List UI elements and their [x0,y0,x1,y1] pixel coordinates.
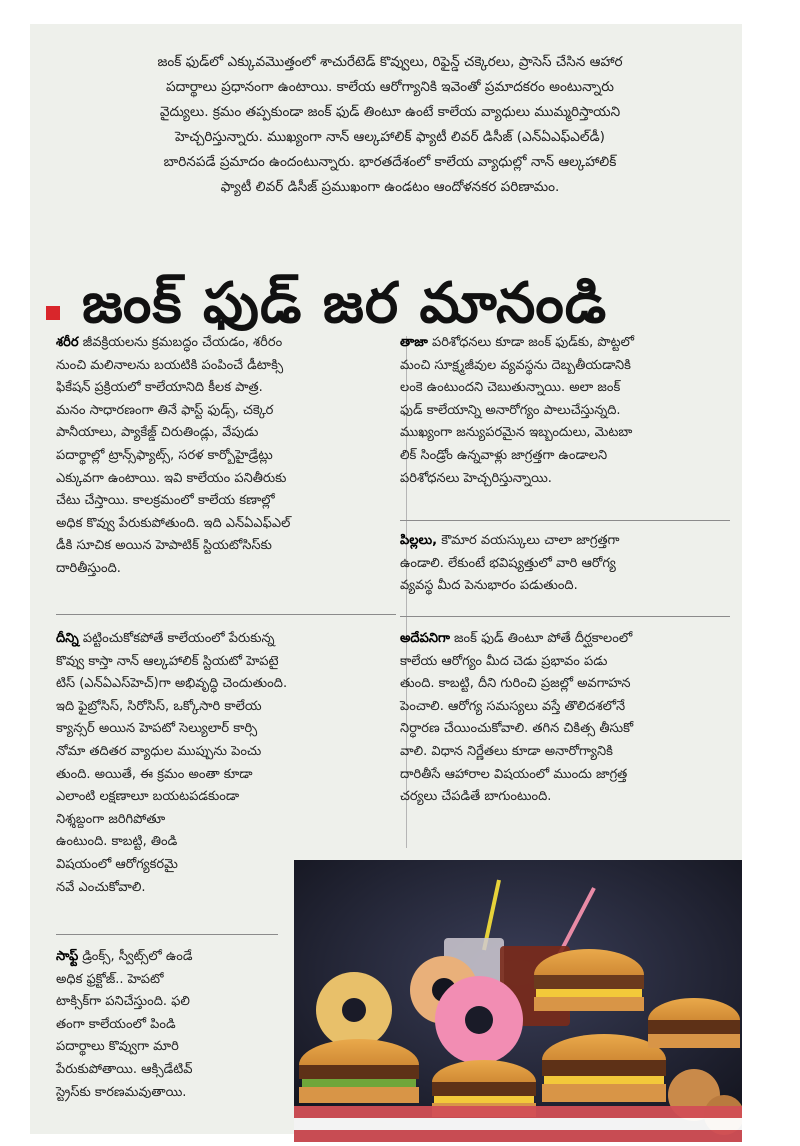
text-line: నిర్ధారణ చేయించుకోవాలి. తగిన చికిత్స తీసుకో [400,721,634,737]
text-line: నవే ఎంచుకోవాలి. [56,879,146,895]
text-line: ఎలాంటి లక్షణాలూ బయటపడకుండా [56,789,240,805]
text-line: ముఖ్యంగా జన్యుపరమైన ఇబ్బందులు, మెటబా [400,425,633,441]
text-line: క్యాన్సర్ అయిన హెపటో సెల్యులార్ కార్సి [56,721,258,737]
text-line: కొవ్వు కాస్తా నాన్ ఆల్కహాలిక్ స్టియటో హెపటై [56,653,279,669]
left-section-2 [56,628,396,899]
text-line: ఉండాలి. లేకుంటే భవిష్యత్తులో వారి ఆరోగ్య [400,555,616,571]
text-line: తుంది. అయితే, ఈ క్రమం అంతా కూడా [56,766,253,782]
text-line: పదార్థాలు కొవ్వుగా మారి [56,1039,179,1055]
intro-line: వైద్యులు. క్రమం తప్పకుండా జంక్ ఫుడ్ తింటూ ఉంటే కాలేయ వ్యాధులు ముమ్మరిస్తాయని [159,104,621,120]
section-divider [400,520,730,521]
section-lead-word: సాఫ్ట్ [56,949,79,964]
text-line: దారితీస్తుంది. [56,560,121,576]
text-line: మనం సాధారణంగా తినే ఫాస్ట్ ఫుడ్స్, చక్కెర [56,402,274,418]
text-line: పానీయాలు, ప్యాకేజ్డ్ చిరుతిండ్లు, వేపుడు [56,425,259,441]
section-divider [56,614,396,615]
text-line: మంచి సూక్ష్మజీవుల వ్యవస్థను దెబ్బతీయడానికి [400,357,631,373]
text-line: చేటు చేస్తాయి. కాలక్రమంలో కాలేయ కణాల్లో [56,493,275,509]
left-section-3 [56,946,292,1104]
text-line: ఎక్కువగా ఉంటాయి. ఇవి కాలేయం పనితీరుకు [56,470,287,486]
text-line: దారితీసే ఆహారాల విషయంలో ముందు జాగ్రత్త [400,766,628,782]
text-line: అధిక ఫ్రక్టోజ్.. హెపటో [56,971,164,987]
text-line: చర్యలు చేపడితే బాగుంటుంది. [400,789,552,805]
text-line: నుంచి మలినాలను బయటికి పంపించే డీటాక్సి [56,357,284,373]
intro-paragraph [70,50,710,200]
text-line: పదార్థాల్లో ట్రాన్స్‌ఫ్యాట్స్, సరళ కార్బోహైడ్రేట్లు [56,447,273,463]
text-line: అధిక కొవ్వు పేరుకుపోతుంది. ఇది ఎన్ఏఎఫ్ఎల్ [56,515,291,531]
text-line: పరిశోధనలు హెచ్చరిస్తున్నాయి. [400,470,552,486]
text-line: కాలేయ ఆరోగ్యం మీద చెడు ప్రభావం పడు [400,653,608,669]
headline: జంక్ ఫుడ్ జర మానండి [82,271,608,336]
intro-line: జంక్ ఫుడ్‌లో ఎక్కువమొత్తంలో శాచురేటెడ్ కొవ్వులు, రిఫైన్డ్ చక్కెరలు, ప్రాసెస్ చేసిన ఆహార [157,54,623,70]
text-line: డీకి సూచిక అయిన హెపాటిక్ స్టియటోసిస్‌కు [56,538,272,554]
headline-bullet-marker [46,306,60,320]
section-lead-word: దీన్ని [56,631,79,646]
section-lead-word: శరీర [56,335,79,350]
junk-food-illustration [294,860,742,1142]
text-line: లంకె ఉంటుందని చెబుతున్నాయి. అలా జంక్ [400,380,621,396]
section-lead-word: పిల్లలు, [400,533,438,548]
text-line: స్ట్రెస్‌కు కారణమవుతాయి. [56,1084,187,1100]
intro-line: పదార్థాలు ప్రధానంగా ఉంటాయి. కాలేయ ఆరోగ్యానికి ఇవెంతో ప్రమాదకరం అంటున్నారు [166,79,614,95]
text-line: కౌమార వయస్కులు చాలా జాగ్రత్తగా [437,533,620,548]
right-section-2 [400,530,730,598]
right-section-1 [400,332,730,490]
text-line: వ్యవస్థ మీద పెనుభారం పడుతుంది. [400,578,578,594]
text-line: విషయంలో ఆరోగ్యకరమై [56,856,178,872]
left-section-1 [56,332,396,581]
text-line: జంక్ ఫుడ్ తింటూ పోతే దీర్ఘకాలంలో [449,631,633,646]
text-line: ఫికేషన్ ప్రక్రియలో కాలేయానిది కీలక పాత్ర. [56,380,263,396]
text-line: పట్టించుకోకపోతే కాలేయంలో పేరుకున్న [78,631,275,646]
junk-food-photo [294,860,742,1142]
section-lead-word: తాజా [400,335,428,350]
text-line: ఇది ఫైబ్రోసిస్, సిరోసిస్, ఒక్కోసారి కాలేయ [56,698,262,714]
text-line: టాక్సిక్‌గా పనిచేస్తుంది. ఫలి [56,994,190,1010]
text-line: డ్రింక్స్, స్వీట్స్‌లో ఉండే [78,949,193,964]
text-line: వాలి. విధాన నిర్ణేతలు కూడా అనారోగ్యానికి [400,743,613,759]
text-line: తంగా కాలేయంలో పిండి [56,1016,176,1032]
text-line: నోమా తదితర వ్యాధుల ముప్పును పెంచు [56,743,262,759]
text-line: జీవక్రియలను క్రమబద్ధం చేయడం, శరీరం [78,335,283,350]
text-line: ఉంటుంది. కాబట్టి, తిండి [56,834,178,850]
text-line: లిక్ సిండ్రోం ఉన్నవాళ్లు జాగ్రత్తగా ఉండాలని [400,447,608,463]
text-line: ఫుడ్ కాలేయాన్ని అనారోగ్యం పాలుచేస్తున్నది. [400,402,621,418]
intro-line: ఫ్యాటీ లివర్ డిసీజ్ ప్రముఖంగా ఉండటం ఆందోళనకర పరిణామం. [220,179,560,195]
text-line: నిశ్శబ్దంగా జరిగిపోతూ [56,811,166,827]
text-line: పేరుకుపోతాయి. ఆక్సిడేటివ్ [56,1061,193,1077]
section-lead-word: అదేపనిగా [400,631,450,646]
intro-line: బారినపడే ప్రమాదం ఉందంటున్నారు. భారతదేశంలో కాలేయ వ్యాధుల్లో నాన్ ఆల్కహాలిక్ [163,154,617,170]
text-line: తుంది. కాబట్టి, దీని గురించి ప్రజల్లో అవగాహన [400,676,631,692]
section-divider [56,934,278,935]
text-line: పెంచాలి. ఆరోగ్య సమస్యలు వస్తే తొలిదశలోనే [400,698,626,714]
article-page [30,24,742,1134]
right-section-3 [400,628,730,809]
text-line: పరిశోధనలు కూడా జంక్ ఫుడ్‌కు, పొట్టలో [427,335,635,350]
intro-line: హెచ్చరిస్తున్నారు. ముఖ్యంగా నాన్ ఆల్కహాలిక్ ఫ్యాటీ లివర్ డిసీజ్ (ఎన్ఏఎఫ్ఎల్‌డీ) [175,129,605,145]
section-divider [400,616,730,617]
text-line: టిస్ (ఎన్ఏఎస్‌హెచ్)గా అభివృద్ధి చెందుతుంది. [56,676,288,692]
